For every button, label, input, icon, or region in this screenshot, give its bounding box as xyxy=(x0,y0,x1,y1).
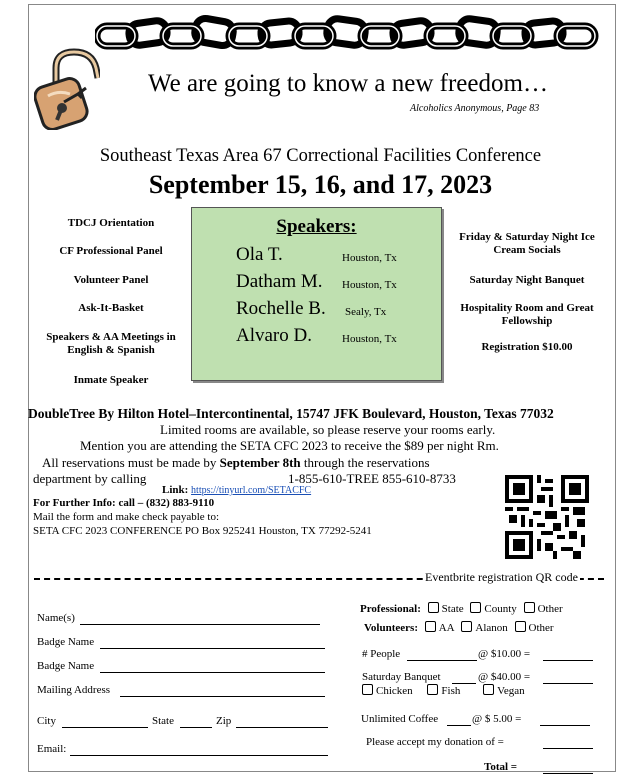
reservation-deadline xyxy=(42,455,430,471)
alanon-checkbox[interactable] xyxy=(461,621,472,632)
speakers-box xyxy=(191,207,442,381)
reservation-text: through the reservations xyxy=(303,455,430,470)
conference-dates: September 15, 16, and 17, 2023 xyxy=(148,170,493,199)
donation-label: Please accept my donation of = xyxy=(366,736,504,748)
checkbox-label: Other xyxy=(537,603,563,615)
mailing-address-label: Mailing Address xyxy=(37,684,111,696)
banquet-price: @ $40.00 = xyxy=(478,671,531,683)
event-item: Inmate Speaker xyxy=(73,374,149,386)
event-item: Saturday Night Banquet xyxy=(469,274,585,286)
checkbox-label: Other xyxy=(528,622,554,634)
hotel-name: DoubleTree By Hilton Hotel–Intercontinental, 15747 JFK Boulevard, Houston, Texas 77032 xyxy=(28,406,554,421)
volunteers-label: Volunteers: xyxy=(364,622,418,634)
chain-graphic xyxy=(95,14,600,56)
speaker-name: Ola T. xyxy=(236,244,283,265)
coffee-price: @ $ 5.00 = xyxy=(472,713,522,725)
tagline: We are going to know a new freedom… xyxy=(148,70,548,97)
aa-checkbox[interactable] xyxy=(425,621,436,632)
zip-label: Zip xyxy=(216,715,232,727)
badge-name-label: Badge Name xyxy=(37,660,95,672)
volunteers-group xyxy=(364,621,554,634)
reservation-phone: 1-855-610-TREE 855-610-8733 xyxy=(288,471,456,486)
other-checkbox[interactable] xyxy=(524,602,535,613)
people-field[interactable] xyxy=(407,660,477,661)
mailing-address-field[interactable] xyxy=(120,696,325,697)
badge-name-label: Badge Name xyxy=(37,636,95,648)
people-total-field[interactable] xyxy=(543,660,593,661)
speaker-city: Sealy, Tx xyxy=(345,306,387,318)
city-label: City xyxy=(37,715,56,727)
mail-instructions: Mail the form and make check payable to: xyxy=(33,511,220,523)
event-item: Ask-It-Basket xyxy=(78,302,144,314)
speaker-name: Alvaro D. xyxy=(236,325,312,346)
checkbox-label: Vegan xyxy=(497,685,525,697)
zip-field[interactable] xyxy=(236,727,328,728)
speaker-city: Houston, Tx xyxy=(342,252,397,264)
checkbox-label: Fish xyxy=(441,685,461,697)
speaker-city: Houston, Tx xyxy=(342,279,397,291)
checkbox-label: Alanon xyxy=(475,622,508,634)
badge-name-field[interactable] xyxy=(100,672,325,673)
fish-checkbox[interactable] xyxy=(427,684,438,695)
meal-options xyxy=(358,684,525,697)
qr-code-label: Eventbrite registration QR code xyxy=(425,570,578,584)
mail-address: SETA CFC 2023 CONFERENCE PO Box 925241 Houston, TX 77292-5241 xyxy=(33,525,372,537)
conference-title: Southeast Texas Area 67 Correctional Facilities Conference xyxy=(99,146,542,166)
event-item: TDCJ Orientation xyxy=(67,217,155,229)
professional-group xyxy=(360,602,563,615)
link-label: Link: xyxy=(162,484,189,496)
checkbox-label: State xyxy=(441,603,464,615)
event-item: Hospitality Room and Great Fellowship xyxy=(460,302,594,327)
coffee-label: Unlimited Coffee xyxy=(361,713,439,725)
rooms-note: Limited rooms are available, so please reserve your rooms early. xyxy=(160,422,496,437)
banquet-label: Saturday Banquet xyxy=(362,671,441,683)
event-item: CF Professional Panel xyxy=(59,245,163,257)
state-label: State xyxy=(152,715,174,727)
people-label: # People xyxy=(362,648,401,660)
checkbox-label: County xyxy=(484,603,517,615)
padlock-icon xyxy=(34,44,100,130)
professional-label: Professional: xyxy=(360,603,421,615)
reservation-date: September 8th xyxy=(219,455,301,470)
coffee-field[interactable] xyxy=(447,725,471,726)
state-checkbox[interactable] xyxy=(428,602,439,613)
event-item: Friday & Saturday Night Ice Cream Socials xyxy=(459,231,595,256)
badge-name-field[interactable] xyxy=(100,648,325,649)
citation: Alcoholics Anonymous, Page 83 xyxy=(410,103,540,114)
qr-code-icon[interactable] xyxy=(505,475,589,559)
state-field[interactable] xyxy=(180,727,212,728)
total-label: Total = xyxy=(484,761,518,773)
registration-link[interactable]: https://tinyurl.com/SETACFC xyxy=(191,485,312,496)
link-row xyxy=(162,484,311,496)
county-checkbox[interactable] xyxy=(470,602,481,613)
email-label: Email: xyxy=(37,743,67,755)
total-field[interactable] xyxy=(543,773,593,774)
vegan-checkbox[interactable] xyxy=(483,684,494,695)
speaker-city: Houston, Tx xyxy=(342,333,397,345)
event-item: Speakers & AA Meetings in English & Spanish xyxy=(46,331,176,356)
people-price: @ $10.00 = xyxy=(478,648,531,660)
chicken-checkbox[interactable] xyxy=(362,684,373,695)
speaker-name: Datham M. xyxy=(236,271,323,292)
event-item: Registration $10.00 xyxy=(481,341,573,353)
speaker-name: Rochelle B. xyxy=(236,298,326,319)
name-field[interactable] xyxy=(80,624,320,625)
other-checkbox[interactable] xyxy=(515,621,526,632)
coffee-total-field[interactable] xyxy=(540,725,590,726)
rate-note: Mention you are attending the SETA CFC 2023 to receive the $89 per night Rm. xyxy=(80,438,499,453)
donation-field[interactable] xyxy=(543,748,593,749)
department-text: department by calling xyxy=(33,471,147,486)
email-field[interactable] xyxy=(70,755,328,756)
checkbox-label: Chicken xyxy=(376,685,413,697)
speakers-heading: Speakers: xyxy=(276,216,357,237)
checkbox-label: AA xyxy=(438,622,455,634)
reservation-text: All reservations must be made by xyxy=(42,455,217,470)
name-label: Name(s) xyxy=(37,612,75,624)
banquet-total-field[interactable] xyxy=(543,683,593,684)
further-info: For Further Info: call – (832) 883-9110 xyxy=(33,497,215,509)
city-field[interactable] xyxy=(62,727,148,728)
event-item: Volunteer Panel xyxy=(73,274,149,286)
